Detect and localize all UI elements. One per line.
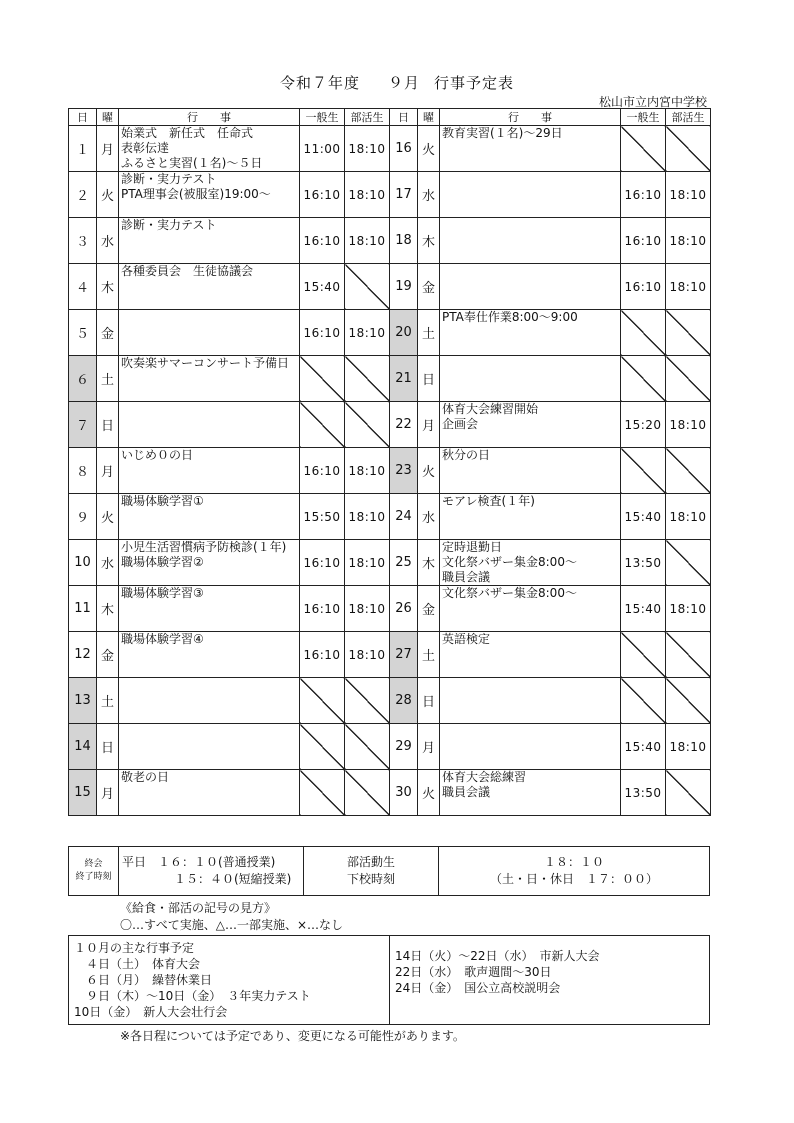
event-line: 文化祭バザー集金8:00～	[442, 555, 577, 569]
event-line: PTA理事会(被服室)19:00～	[121, 187, 271, 201]
header-general: 一般生	[621, 109, 666, 126]
october-item: １０月の主な行事予定	[74, 941, 195, 955]
day-number: 23	[390, 448, 418, 494]
event-line: 文化祭バザー集金8:00～	[442, 586, 577, 600]
table-row	[69, 402, 711, 448]
october-item: 14日（火）～22日（水） 市新人大会	[395, 949, 600, 963]
general-none-slash	[621, 126, 666, 172]
day-of-week: 火	[97, 172, 119, 218]
day-number: 26	[390, 586, 418, 632]
end-time-label-1: 終会	[84, 859, 103, 869]
october-item: 24日（金） 国公立高校説明会	[395, 981, 561, 995]
day-of-week: 金	[97, 632, 119, 678]
event-line: 吹奏楽サマーコンサート予備日	[121, 356, 290, 370]
event-cell	[440, 310, 621, 356]
day-of-week: 日	[418, 678, 440, 724]
school-name: 松山市立内宮中学校	[598, 95, 707, 109]
schedule-table	[68, 108, 711, 816]
october-item: ９日（木）～10日（金） ３年実力テスト	[74, 989, 311, 1003]
table-row	[69, 632, 711, 678]
day-number: ５	[69, 310, 97, 356]
event-line: 企画会	[442, 417, 479, 431]
day-of-week: 木	[97, 586, 119, 632]
day-number: 28	[390, 678, 418, 724]
day-of-week: 木	[418, 540, 440, 586]
general-time: 15:40	[621, 586, 666, 632]
general-none-slash	[621, 310, 666, 356]
event-line: 英語検定	[442, 632, 491, 646]
day-of-week: 金	[418, 586, 440, 632]
day-number: ４	[69, 264, 97, 310]
table-row	[69, 770, 711, 816]
day-of-week: 土	[418, 632, 440, 678]
day-number: ３	[69, 218, 97, 264]
club-none-slash	[666, 632, 711, 678]
end-time-value-1: １８：１０	[543, 855, 604, 869]
club-time: 18:10	[345, 494, 390, 540]
end-time-value	[439, 847, 710, 896]
general-time: 16:10	[621, 218, 666, 264]
october-item: 22日（水） 歌声週間～30日	[395, 965, 552, 979]
day-number: 27	[390, 632, 418, 678]
event-line: 始業式 新任式 任命式	[121, 126, 254, 140]
event-line: PTA奉仕作業8:00～9:00	[442, 310, 578, 324]
club-time: 18:10	[345, 540, 390, 586]
general-none-slash	[300, 678, 345, 724]
page-title	[0, 72, 794, 93]
day-of-week: 水	[97, 218, 119, 264]
general-time: 15:50	[300, 494, 345, 540]
end-time-table	[68, 846, 710, 896]
general-time: 13:50	[621, 540, 666, 586]
general-none-slash	[621, 678, 666, 724]
day-number: ８	[69, 448, 97, 494]
day-number: 20	[390, 310, 418, 356]
event-cell	[440, 678, 621, 724]
general-time: 15:40	[621, 494, 666, 540]
event-cell	[440, 402, 621, 448]
event-cell	[440, 632, 621, 678]
event-line: 表彰伝達	[121, 141, 170, 155]
general-none-slash	[300, 724, 345, 770]
club-time: 18:10	[345, 172, 390, 218]
table-row	[69, 264, 711, 310]
event-cell	[440, 770, 621, 816]
day-of-week: 土	[97, 678, 119, 724]
day-of-week: 金	[97, 310, 119, 356]
event-line: 診断・実力テスト	[121, 172, 217, 186]
general-time: 16:10	[300, 172, 345, 218]
general-none-slash	[621, 448, 666, 494]
day-of-week: 水	[418, 172, 440, 218]
october-item: ６日（月） 繰替休業日	[74, 973, 213, 987]
day-number: ２	[69, 172, 97, 218]
day-number: 11	[69, 586, 97, 632]
club-none-slash	[345, 402, 390, 448]
header-club: 部活生	[345, 109, 390, 126]
club-time: 18:10	[345, 586, 390, 632]
day-of-week: 火	[418, 448, 440, 494]
end-time-value-2: （土・日・休日 １７：００）	[489, 872, 658, 886]
event-line: 診断・実力テスト	[121, 218, 217, 232]
general-time: 16:10	[300, 310, 345, 356]
october-left	[69, 936, 390, 1025]
general-time: 15:40	[300, 264, 345, 310]
day-of-week: 土	[97, 356, 119, 402]
event-line: 職員会議	[442, 785, 491, 799]
table-row	[69, 356, 711, 402]
general-time: 16:10	[300, 218, 345, 264]
table-row	[69, 172, 711, 218]
event-line: いじめ０の日	[121, 448, 194, 462]
day-of-week: 月	[97, 126, 119, 172]
header-day: 日	[390, 109, 418, 126]
club-time: 18:10	[666, 264, 711, 310]
event-cell	[119, 770, 300, 816]
day-number: ６	[69, 356, 97, 402]
event-cell	[440, 264, 621, 310]
event-cell	[119, 310, 300, 356]
table-row	[69, 218, 711, 264]
event-cell	[119, 218, 300, 264]
header-dow: 曜	[97, 109, 119, 126]
title-month: ９月	[387, 74, 420, 92]
day-number: 18	[390, 218, 418, 264]
day-of-week: 月	[418, 724, 440, 770]
day-of-week: 木	[418, 218, 440, 264]
general-none-slash	[300, 770, 345, 816]
end-time-club-1: 部活動生	[346, 855, 395, 869]
header-day: 日	[69, 109, 97, 126]
general-time: 16:10	[621, 264, 666, 310]
event-cell	[119, 356, 300, 402]
event-line: 職場体験学習①	[121, 494, 204, 508]
day-number: 17	[390, 172, 418, 218]
end-time-club	[304, 847, 439, 896]
title-name: 行事予定表	[434, 74, 515, 92]
day-number: 25	[390, 540, 418, 586]
general-none-slash	[621, 632, 666, 678]
event-line: 体育大会総練習	[442, 770, 527, 784]
day-number: 19	[390, 264, 418, 310]
event-cell	[440, 724, 621, 770]
club-time: 18:10	[345, 632, 390, 678]
general-none-slash	[621, 356, 666, 402]
title-era: 令和７年度	[279, 74, 360, 92]
general-none-slash	[300, 402, 345, 448]
header-dow: 曜	[418, 109, 440, 126]
day-number: ７	[69, 402, 97, 448]
day-of-week: 日	[97, 402, 119, 448]
event-cell	[119, 724, 300, 770]
event-line: 体育大会練習開始	[442, 402, 539, 416]
day-of-week: 土	[418, 310, 440, 356]
day-number: 24	[390, 494, 418, 540]
day-of-week: 木	[97, 264, 119, 310]
event-cell	[119, 494, 300, 540]
event-cell	[119, 126, 300, 172]
day-of-week: 月	[97, 770, 119, 816]
day-of-week: 日	[97, 724, 119, 770]
day-number: ９	[69, 494, 97, 540]
day-of-week: 月	[97, 448, 119, 494]
event-cell	[119, 678, 300, 724]
club-time: 18:10	[345, 310, 390, 356]
event-cell	[440, 126, 621, 172]
table-row	[69, 678, 711, 724]
club-time: 18:10	[345, 218, 390, 264]
day-of-week: 水	[97, 540, 119, 586]
day-of-week: 金	[418, 264, 440, 310]
event-cell	[440, 218, 621, 264]
club-none-slash	[345, 770, 390, 816]
club-time: 18:10	[666, 172, 711, 218]
event-cell	[119, 632, 300, 678]
event-line: 敬老の日	[121, 770, 170, 784]
header-row	[69, 109, 711, 126]
day-of-week: 月	[418, 402, 440, 448]
event-cell	[440, 586, 621, 632]
day-number: 16	[390, 126, 418, 172]
day-number: １	[69, 126, 97, 172]
club-time: 18:10	[666, 218, 711, 264]
club-none-slash	[345, 724, 390, 770]
table-row	[69, 448, 711, 494]
table-row	[69, 494, 711, 540]
event-cell	[440, 494, 621, 540]
club-none-slash	[666, 770, 711, 816]
legend	[120, 900, 343, 934]
day-of-week: 火	[97, 494, 119, 540]
club-time: 18:10	[666, 586, 711, 632]
event-line: 職場体験学習④	[121, 632, 204, 646]
day-number: 13	[69, 678, 97, 724]
general-time: 15:20	[621, 402, 666, 448]
day-number: 14	[69, 724, 97, 770]
october-right	[390, 936, 710, 1025]
end-time-weekday	[119, 847, 304, 896]
event-cell	[119, 402, 300, 448]
day-of-week: 火	[418, 770, 440, 816]
day-number: 22	[390, 402, 418, 448]
event-cell	[440, 356, 621, 402]
table-row	[69, 540, 711, 586]
day-of-week: 火	[418, 126, 440, 172]
general-none-slash	[300, 356, 345, 402]
event-line: 各種委員会 生徒協議会	[121, 264, 254, 278]
end-time-label-2: 終了時刻	[75, 872, 112, 882]
general-time: 13:50	[621, 770, 666, 816]
october-item: 10日（金） 新人大会壮行会	[74, 1005, 228, 1019]
day-number: 21	[390, 356, 418, 402]
general-time: 16:10	[300, 586, 345, 632]
legend-title: 《給食・部活の記号の見方》	[120, 901, 277, 915]
club-none-slash	[666, 310, 711, 356]
day-number: 29	[390, 724, 418, 770]
october-table	[68, 935, 710, 1025]
event-cell	[119, 540, 300, 586]
legend-text: 〇…すべて実施、△…一部実施、×…なし	[120, 918, 344, 932]
club-time: 18:10	[666, 402, 711, 448]
end-time-club-2: 下校時刻	[346, 872, 395, 886]
club-none-slash	[345, 678, 390, 724]
table-row	[69, 586, 711, 632]
club-time: 18:10	[666, 724, 711, 770]
table-row	[69, 126, 711, 172]
event-line: 教育実習(１名)～29日	[442, 126, 563, 140]
event-cell	[119, 586, 300, 632]
day-of-week: 日	[418, 356, 440, 402]
event-line: 職場体験学習②	[121, 555, 204, 569]
end-time-weekday-1: 平日 １６：１０(普通授業)	[122, 855, 276, 869]
event-cell	[440, 172, 621, 218]
header-general: 一般生	[300, 109, 345, 126]
general-time: 15:40	[621, 724, 666, 770]
club-time: 18:10	[345, 126, 390, 172]
event-line: ふるさと実習(１名)～５日	[121, 156, 263, 170]
end-time-weekday-2: １５：４０(短縮授業)	[174, 872, 292, 886]
day-number: 12	[69, 632, 97, 678]
table-row	[69, 310, 711, 356]
event-line: モアレ検査(１年)	[442, 494, 535, 508]
event-cell	[119, 172, 300, 218]
day-number: 10	[69, 540, 97, 586]
event-cell	[440, 540, 621, 586]
header-event: 行 事	[440, 109, 621, 126]
club-none-slash	[345, 356, 390, 402]
general-time: 16:10	[300, 632, 345, 678]
club-none-slash	[666, 356, 711, 402]
event-line: 秋分の日	[442, 448, 491, 462]
club-none-slash	[666, 678, 711, 724]
event-line: 職場体験学習③	[121, 586, 204, 600]
day-number: 15	[69, 770, 97, 816]
club-none-slash	[666, 448, 711, 494]
general-time: 16:10	[300, 540, 345, 586]
end-time-label	[69, 847, 119, 896]
event-cell	[119, 448, 300, 494]
club-none-slash	[345, 264, 390, 310]
club-time: 18:10	[666, 494, 711, 540]
event-line: 職員会議	[442, 570, 491, 584]
october-item: ４日（土） 体育大会	[74, 957, 201, 971]
club-none-slash	[666, 126, 711, 172]
club-time: 18:10	[345, 448, 390, 494]
general-time: 11:00	[300, 126, 345, 172]
table-row	[69, 724, 711, 770]
header-club: 部活生	[666, 109, 711, 126]
event-cell	[440, 448, 621, 494]
event-cell	[119, 264, 300, 310]
day-number: 30	[390, 770, 418, 816]
footer-note: ※各日程については予定であり、変更になる可能性があります。	[120, 1029, 465, 1043]
club-none-slash	[666, 540, 711, 586]
general-time: 16:10	[300, 448, 345, 494]
event-line: 小児生活習慣病予防検診(１年)	[121, 540, 287, 554]
event-line: 定時退勤日	[442, 540, 503, 554]
header-event: 行 事	[119, 109, 300, 126]
day-of-week: 水	[418, 494, 440, 540]
general-time: 16:10	[621, 172, 666, 218]
